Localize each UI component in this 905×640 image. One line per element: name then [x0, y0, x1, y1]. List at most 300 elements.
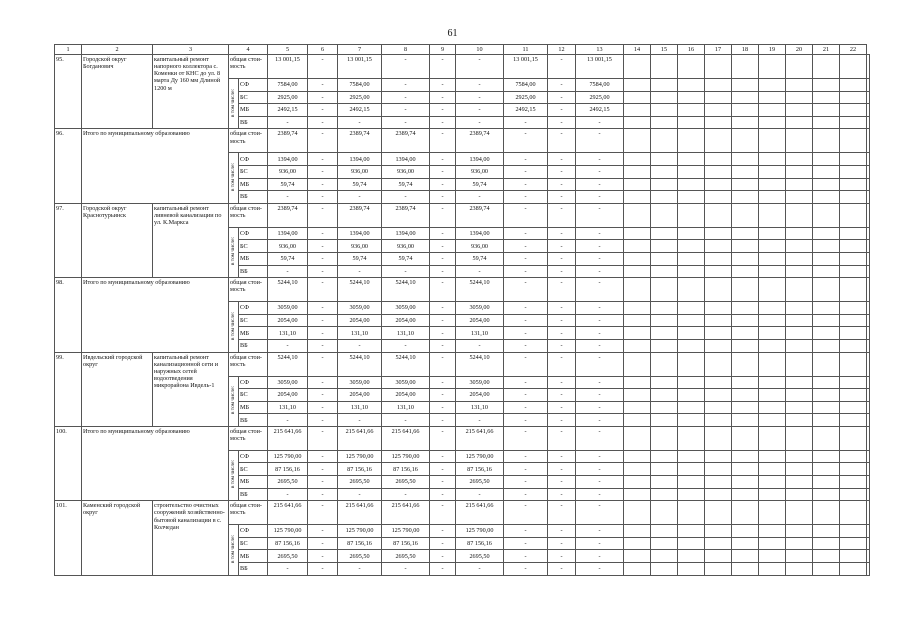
empty-cell: [867, 302, 870, 315]
empty-cell: [840, 178, 867, 191]
value-cell: 2492,15: [338, 104, 382, 117]
empty-cell: [624, 376, 651, 389]
empty-cell: [651, 488, 678, 501]
empty-cell: [867, 178, 870, 191]
including-label-text: в том числе:: [230, 534, 237, 563]
empty-cell: [705, 550, 732, 563]
column-header: 14: [624, 45, 651, 55]
value-cell: -: [268, 191, 308, 204]
value-cell: -: [504, 450, 548, 463]
empty-cell: [651, 501, 678, 525]
value-cell: -: [504, 525, 548, 538]
empty-cell: [651, 79, 678, 92]
empty-cell: [786, 278, 813, 302]
value-cell: -: [308, 227, 338, 240]
value-cell: -: [382, 55, 430, 79]
empty-cell: [840, 116, 867, 129]
value-cell: 125 790,00: [382, 525, 430, 538]
empty-cell: [813, 278, 840, 302]
empty-cell: [867, 129, 870, 153]
empty-cell: [732, 476, 759, 489]
empty-cell: [867, 116, 870, 129]
empty-cell: [759, 525, 786, 538]
empty-cell: [867, 501, 870, 525]
value-cell: 2054,00: [456, 389, 504, 402]
empty-cell: [624, 129, 651, 153]
empty-cell: [867, 537, 870, 550]
value-cell: 2389,74: [338, 129, 382, 153]
empty-cell: [732, 79, 759, 92]
value-cell: -: [430, 389, 456, 402]
value-cell: 2695,50: [456, 550, 504, 563]
empty-cell: [840, 104, 867, 117]
empty-cell: [840, 463, 867, 476]
empty-cell: [732, 376, 759, 389]
value-cell: 215 641,66: [338, 501, 382, 525]
column-header: 10: [456, 45, 504, 55]
empty-cell: [840, 550, 867, 563]
value-cell: 2695,50: [268, 550, 308, 563]
header-row: [55, 45, 870, 55]
entry-organization: Итого по муниципальному образованию: [82, 129, 229, 203]
empty-cell: [678, 104, 705, 117]
value-cell: 2492,15: [504, 104, 548, 117]
empty-cell: [786, 116, 813, 129]
empty-cell: [867, 91, 870, 104]
empty-cell: [651, 278, 678, 302]
empty-cell: [651, 339, 678, 352]
empty-cell: [786, 227, 813, 240]
empty-cell: [624, 302, 651, 315]
funding-source-code: ВБ: [239, 116, 268, 129]
value-cell: -: [430, 537, 456, 550]
empty-cell: [786, 302, 813, 315]
value-cell: -: [456, 104, 504, 117]
value-cell: 936,00: [338, 240, 382, 253]
empty-cell: [867, 339, 870, 352]
empty-cell: [786, 153, 813, 166]
empty-cell: [732, 240, 759, 253]
value-cell: 2054,00: [382, 314, 430, 327]
empty-cell: [813, 488, 840, 501]
empty-cell: [705, 339, 732, 352]
empty-cell: [678, 488, 705, 501]
empty-cell: [651, 191, 678, 204]
value-cell: -: [576, 501, 624, 525]
empty-cell: [651, 91, 678, 104]
empty-cell: [867, 352, 870, 376]
value-cell: -: [576, 352, 624, 376]
empty-cell: [732, 537, 759, 550]
column-header: 8: [382, 45, 430, 55]
empty-cell: [705, 352, 732, 376]
value-cell: -: [430, 165, 456, 178]
empty-cell: [678, 165, 705, 178]
empty-cell: [840, 537, 867, 550]
empty-cell: [678, 401, 705, 414]
empty-cell: [786, 240, 813, 253]
empty-cell: [759, 476, 786, 489]
empty-cell: [867, 463, 870, 476]
column-header: 11: [504, 45, 548, 55]
empty-cell: [813, 537, 840, 550]
value-cell: -: [504, 550, 548, 563]
empty-cell: [867, 414, 870, 427]
empty-cell: [705, 476, 732, 489]
empty-cell: [786, 314, 813, 327]
funding-source-code: МБ: [239, 327, 268, 340]
value-cell: 2054,00: [338, 314, 382, 327]
empty-cell: [840, 55, 867, 79]
empty-cell: [624, 55, 651, 79]
value-cell: -: [430, 426, 456, 450]
empty-cell: [813, 227, 840, 240]
value-cell: 131,10: [268, 327, 308, 340]
funding-source-code: БС: [239, 165, 268, 178]
value-cell: 131,10: [338, 401, 382, 414]
value-cell: 936,00: [382, 240, 430, 253]
value-cell: -: [382, 414, 430, 427]
empty-cell: [867, 79, 870, 92]
value-cell: -: [504, 463, 548, 476]
empty-cell: [678, 55, 705, 79]
value-cell: -: [308, 426, 338, 450]
value-cell: -: [430, 414, 456, 427]
value-cell: -: [576, 314, 624, 327]
empty-cell: [759, 488, 786, 501]
empty-cell: [867, 376, 870, 389]
empty-cell: [840, 203, 867, 227]
empty-cell: [867, 227, 870, 240]
value-cell: -: [576, 129, 624, 153]
value-cell: -: [576, 178, 624, 191]
column-header: 16: [678, 45, 705, 55]
empty-cell: [624, 191, 651, 204]
value-cell: -: [548, 178, 576, 191]
value-cell: -: [308, 463, 338, 476]
empty-cell: [840, 191, 867, 204]
value-cell: -: [268, 265, 308, 278]
empty-cell: [705, 278, 732, 302]
value-cell: -: [576, 153, 624, 166]
value-cell: -: [548, 191, 576, 204]
empty-cell: [624, 91, 651, 104]
value-cell: 936,00: [268, 240, 308, 253]
empty-cell: [624, 401, 651, 414]
column-header: 3: [153, 45, 229, 55]
empty-cell: [705, 265, 732, 278]
empty-cell: [678, 389, 705, 402]
value-cell: -: [430, 55, 456, 79]
table-row: [55, 278, 870, 302]
empty-cell: [705, 104, 732, 117]
value-cell: -: [308, 525, 338, 538]
empty-cell: [840, 563, 867, 576]
value-cell: -: [576, 414, 624, 427]
value-cell: -: [548, 352, 576, 376]
empty-cell: [840, 352, 867, 376]
budget-table: [54, 44, 870, 576]
empty-cell: [759, 203, 786, 227]
empty-cell: [840, 91, 867, 104]
value-cell: -: [308, 314, 338, 327]
empty-cell: [786, 165, 813, 178]
value-cell: -: [456, 55, 504, 79]
value-cell: -: [576, 302, 624, 315]
value-cell: -: [576, 376, 624, 389]
empty-cell: [624, 116, 651, 129]
value-cell: -: [576, 463, 624, 476]
column-header: 9: [430, 45, 456, 55]
value-cell: -: [548, 537, 576, 550]
value-cell: -: [504, 191, 548, 204]
value-cell: 3059,00: [338, 376, 382, 389]
value-cell: -: [430, 314, 456, 327]
value-cell: -: [456, 91, 504, 104]
empty-cell: [786, 352, 813, 376]
empty-cell: [705, 563, 732, 576]
value-cell: 2054,00: [338, 389, 382, 402]
empty-cell: [759, 278, 786, 302]
value-cell: 131,10: [382, 327, 430, 340]
empty-cell: [759, 537, 786, 550]
empty-cell: [867, 563, 870, 576]
value-cell: -: [456, 414, 504, 427]
value-cell: 87 156,16: [382, 463, 430, 476]
value-cell: 1394,00: [456, 227, 504, 240]
empty-cell: [867, 426, 870, 450]
including-label-text: в том числе:: [230, 237, 237, 266]
value-cell: -: [548, 165, 576, 178]
value-cell: 87 156,16: [456, 537, 504, 550]
value-cell: -: [430, 550, 456, 563]
value-cell: 5244,10: [456, 278, 504, 302]
empty-cell: [705, 79, 732, 92]
value-cell: -: [308, 129, 338, 153]
value-cell: 215 641,66: [268, 501, 308, 525]
value-cell: -: [504, 426, 548, 450]
empty-cell: [867, 488, 870, 501]
empty-cell: [867, 450, 870, 463]
value-cell: 87 156,16: [382, 537, 430, 550]
empty-cell: [732, 314, 759, 327]
value-cell: -: [504, 278, 548, 302]
value-cell: -: [548, 153, 576, 166]
value-cell: 215 641,66: [382, 501, 430, 525]
funding-source-code: СФ: [239, 302, 268, 315]
empty-cell: [732, 302, 759, 315]
value-cell: -: [576, 488, 624, 501]
value-cell: -: [576, 525, 624, 538]
entry-organization: Каменский городской округ: [82, 501, 153, 575]
value-cell: 59,74: [382, 178, 430, 191]
value-cell: 5244,10: [338, 278, 382, 302]
value-cell: -: [504, 240, 548, 253]
including-label: [229, 302, 239, 352]
empty-cell: [705, 203, 732, 227]
value-cell: -: [308, 339, 338, 352]
value-cell: -: [308, 165, 338, 178]
value-cell: 131,10: [268, 401, 308, 414]
empty-cell: [786, 91, 813, 104]
value-cell: -: [456, 563, 504, 576]
value-cell: 13 001,15: [338, 55, 382, 79]
value-cell: 936,00: [382, 165, 430, 178]
value-cell: -: [576, 389, 624, 402]
empty-cell: [624, 525, 651, 538]
empty-cell: [813, 414, 840, 427]
empty-cell: [813, 389, 840, 402]
empty-cell: [705, 314, 732, 327]
value-cell: -: [576, 401, 624, 414]
value-cell: -: [548, 414, 576, 427]
empty-cell: [813, 203, 840, 227]
empty-cell: [813, 265, 840, 278]
column-header: 20: [786, 45, 813, 55]
entry-number: 95.: [55, 55, 82, 129]
value-cell: 3059,00: [382, 302, 430, 315]
empty-cell: [705, 488, 732, 501]
empty-cell: [732, 104, 759, 117]
empty-cell: [786, 376, 813, 389]
funding-source-code: БС: [239, 314, 268, 327]
value-cell: 5244,10: [268, 278, 308, 302]
empty-cell: [705, 191, 732, 204]
column-header: 1: [55, 45, 82, 55]
empty-cell: [813, 339, 840, 352]
empty-cell: [732, 463, 759, 476]
empty-cell: [678, 476, 705, 489]
table-row: [55, 426, 870, 450]
empty-cell: [651, 55, 678, 79]
value-cell: 3059,00: [268, 302, 308, 315]
value-cell: -: [576, 227, 624, 240]
value-cell: -: [430, 91, 456, 104]
empty-cell: [759, 376, 786, 389]
empty-cell: [786, 450, 813, 463]
value-cell: 2389,74: [382, 129, 430, 153]
value-cell: 87 156,16: [268, 537, 308, 550]
value-cell: -: [504, 129, 548, 153]
value-cell: -: [430, 488, 456, 501]
value-cell: -: [308, 352, 338, 376]
value-cell: 131,10: [456, 401, 504, 414]
value-cell: 131,10: [456, 327, 504, 340]
value-cell: -: [576, 265, 624, 278]
value-cell: -: [308, 537, 338, 550]
value-cell: 125 790,00: [382, 450, 430, 463]
entry-description: капитальный ремонт канализационной сети и наружных сетей водоотведения микрорайона Ивдель-1: [153, 352, 229, 426]
empty-cell: [786, 476, 813, 489]
empty-cell: [624, 563, 651, 576]
value-cell: 87 156,16: [456, 463, 504, 476]
empty-cell: [732, 227, 759, 240]
empty-cell: [867, 240, 870, 253]
value-cell: 215 641,66: [456, 501, 504, 525]
value-cell: -: [504, 165, 548, 178]
value-cell: -: [548, 240, 576, 253]
empty-cell: [624, 352, 651, 376]
empty-cell: [786, 265, 813, 278]
empty-cell: [813, 165, 840, 178]
value-cell: 13 001,15: [576, 55, 624, 79]
value-cell: 1394,00: [268, 153, 308, 166]
table-row: [55, 203, 870, 227]
empty-cell: [759, 178, 786, 191]
value-cell: 125 790,00: [456, 450, 504, 463]
empty-cell: [759, 339, 786, 352]
empty-cell: [651, 550, 678, 563]
empty-cell: [867, 55, 870, 79]
funding-source-code: СФ: [239, 525, 268, 538]
value-cell: 87 156,16: [268, 463, 308, 476]
empty-cell: [678, 153, 705, 166]
table-row: [55, 55, 870, 79]
value-cell: 2492,15: [268, 104, 308, 117]
empty-cell: [624, 227, 651, 240]
value-cell: -: [456, 191, 504, 204]
empty-cell: [840, 153, 867, 166]
empty-cell: [678, 450, 705, 463]
empty-cell: [651, 426, 678, 450]
empty-cell: [759, 563, 786, 576]
empty-cell: [759, 389, 786, 402]
entry-description: капитальный ремонт напорного коллектора с. Коменки от КНС до ул. 8 марта Ду 160 мм Длиной 1200 м: [153, 55, 229, 129]
empty-cell: [813, 450, 840, 463]
empty-cell: [786, 104, 813, 117]
value-cell: -: [308, 153, 338, 166]
value-cell: -: [576, 252, 624, 265]
including-label: [229, 525, 239, 575]
value-cell: -: [548, 501, 576, 525]
empty-cell: [867, 389, 870, 402]
value-cell: 59,74: [456, 178, 504, 191]
value-cell: 13 001,15: [504, 55, 548, 79]
empty-cell: [732, 191, 759, 204]
value-cell: 215 641,66: [338, 426, 382, 450]
empty-cell: [651, 314, 678, 327]
empty-cell: [651, 525, 678, 538]
empty-cell: [759, 129, 786, 153]
value-cell: -: [308, 302, 338, 315]
empty-cell: [705, 240, 732, 253]
value-cell: 87 156,16: [338, 537, 382, 550]
entry-number: 96.: [55, 129, 82, 203]
value-cell: 125 790,00: [338, 525, 382, 538]
value-cell: -: [504, 314, 548, 327]
value-cell: 59,74: [268, 178, 308, 191]
empty-cell: [759, 227, 786, 240]
value-cell: 215 641,66: [268, 426, 308, 450]
empty-cell: [678, 501, 705, 525]
column-header: 21: [813, 45, 840, 55]
empty-cell: [840, 302, 867, 315]
value-cell: -: [268, 339, 308, 352]
total-cost-label: общая стои-мость: [229, 129, 268, 153]
empty-cell: [678, 91, 705, 104]
empty-cell: [840, 278, 867, 302]
value-cell: -: [548, 79, 576, 92]
empty-cell: [705, 389, 732, 402]
value-cell: -: [548, 550, 576, 563]
funding-source-code: ВБ: [239, 339, 268, 352]
empty-cell: [651, 537, 678, 550]
value-cell: -: [504, 153, 548, 166]
value-cell: -: [504, 265, 548, 278]
empty-cell: [867, 476, 870, 489]
including-label: [229, 376, 239, 426]
empty-cell: [732, 129, 759, 153]
